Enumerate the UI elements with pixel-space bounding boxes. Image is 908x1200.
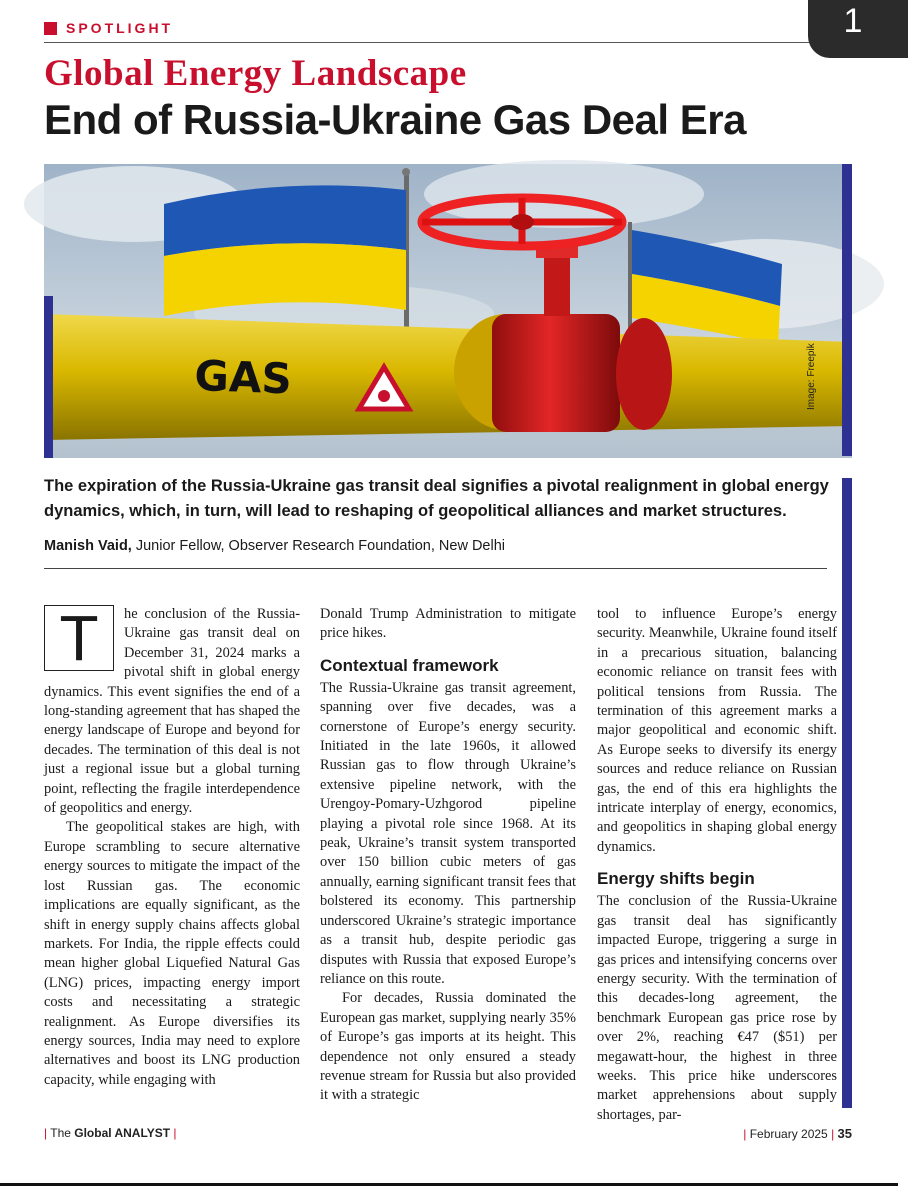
paragraph: The Russia-Ukraine gas transit agreement, spanning over five decades, was a cornerstone of Europe’s energy security. Initiated in the late 1960s, it allowed Russian gas to flow through Ukraine’s extensive pipeline network, with the Urengoy-Pomary-Uzhgorod pipeline playing a pivotal role since 1968. At its peak, Ukraine’s transit system transported over 150 billion cubic meters of gas annually, earning significant transit fees that bolstered its economy. This partnership underscored Ukraine’s strategic importance as a transit hub, despite periodic gas disputes with Russia that exposed Europe’s reliance on this route. (320, 679, 576, 987)
subhead-contextual-framework: Contextual framework (320, 655, 499, 675)
hero-image (44, 164, 852, 458)
gas-pipeline-illustration (44, 164, 852, 458)
image-credit: Image: Freepik (806, 343, 817, 410)
author-name: Manish Vaid, (44, 538, 132, 554)
paragraph: he conclusion of the Russia-Ukraine gas transit deal on December 31, 2024 marks a pivotal shift in global energy dynamics. This event signifies the end of a long-standing agreement that has shaped the energy landscape of Europe and beyond for decades. The termination of this deal is not just a regional issue but a global turning point, reflecting the fragile interdependence of geopolitics and energy. (44, 606, 300, 817)
bottom-rule (0, 1183, 898, 1186)
footer-date: February 2025 (749, 1127, 828, 1141)
footer-date-page: | February 2025 | 35 (743, 1126, 852, 1141)
pipe-gas-label: GAS (193, 351, 293, 404)
footer-publication: | The Global ANALYST | (44, 1126, 177, 1140)
footer-publication-prefix: The (50, 1126, 75, 1140)
paragraph: tool to influence Europe’s energy security. Meanwhile, Ukraine found itself in a precarious situation, balancing economic reliance on transit fees with political tensions from Russia. The termination of this agreement marks a major geopolitical and economic shift. As Europe seeks to diversify its energy sources and reduce reliance on Russian gas, the end of this era highlights the intricate interplay of energy, economics, and geopolitics in shaping global energy dynamics. (597, 606, 837, 855)
page-tab-number: 1 (843, 2, 863, 40)
article-column-2 (320, 605, 576, 1113)
paragraph: Donald Trump Administration to mitigate price hikes. (320, 606, 576, 642)
page-number: 35 (837, 1126, 852, 1141)
byline-rule (44, 568, 827, 569)
hero-accent-bar-left (44, 296, 53, 458)
article-column-1 (44, 602, 300, 1113)
section-label: SPOTLIGHT (66, 20, 174, 36)
drop-cap: T (44, 605, 114, 671)
author-role: Junior Fellow, Observer Research Foundation, New Delhi (131, 538, 505, 554)
footer-publication-name: Global ANALYST (74, 1126, 171, 1140)
page-title: End of Russia-Ukraine Gas Deal Era (44, 96, 746, 143)
paragraph: The conclusion of the Russia-Ukraine gas transit deal has significantly impacted Europe, triggering a surge in gas prices and intensifying concerns over energy security. With the termination of this decades-long agreement, the benchmark European gas price rose by over 2%, reaching €47 ($51) per megawatt-hour, the highest in three weeks. This price hike underscores market apprehensions about supply shortages, par- (597, 893, 837, 1123)
article-column-3 (597, 605, 837, 1123)
paragraph: The geopolitical stakes are high, with Europe scrambling to secure alternative energy sources to mitigate the impact of the lost Russian gas. The economic implications are equally significant, as the shift in energy supply chains affects global markets. For India, the ripple effects could mean higher global Liquefied Natural Gas (LNG) prices, impacting energy import costs and necessitating a strategic realignment. As Europe diversifies its energy sources, India may need to explore alternatives and boost its LNG production capacity, while engaging with (44, 819, 300, 1088)
kicker-title: Global Energy Landscape (44, 53, 467, 94)
header-rule (44, 42, 844, 43)
byline (44, 538, 505, 554)
article-accent-bar (842, 478, 852, 1108)
article-deck: The expiration of the Russia-Ukraine gas transit deal signifies a pivotal realignment in global energy dynamics, which, in turn, will lead to reshaping of geopolitical alliances and market structures. (44, 477, 829, 520)
subhead-energy-shifts: Energy shifts begin (597, 869, 755, 889)
paragraph: For decades, Russia dominated the European gas market, supplying nearly 35% of Europe’s gas imports at its height. This dependence not only ensured a steady revenue stream for Russia but also provided it with a strategic (320, 990, 576, 1104)
section-marker-square (44, 22, 57, 35)
hero-accent-bar-right (842, 164, 852, 456)
